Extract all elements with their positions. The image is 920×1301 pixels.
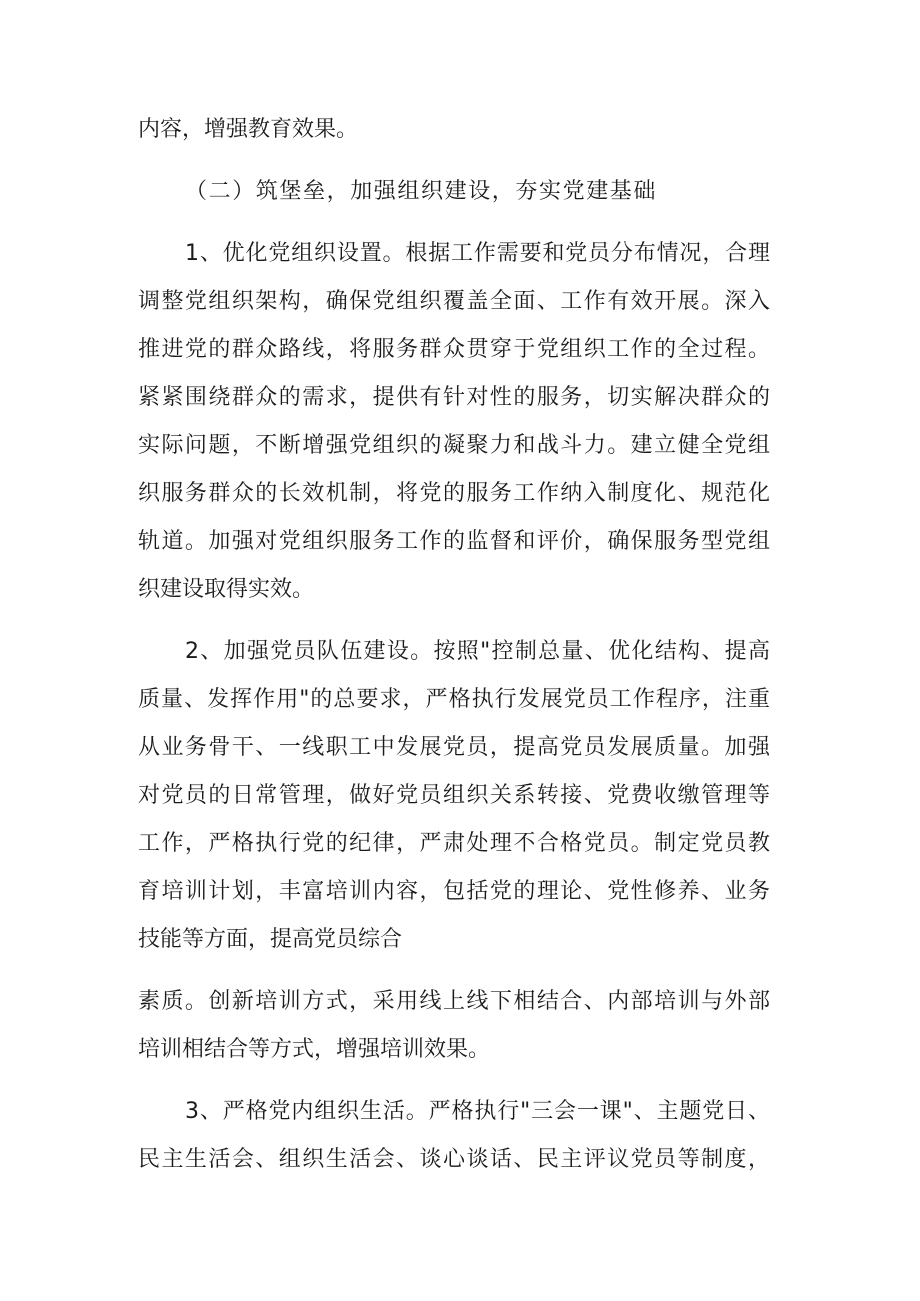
text-line: 对党员的日常管理，做好党员组织关系转接、党费收缴管理等 (138, 783, 770, 808)
text-line: 内容，增强教育效果。 (138, 117, 359, 142)
paragraph-item-1 (138, 230, 770, 614)
text-line: 推进党的群众路线，将服务群众贯穿于党组织工作的全过程。 (138, 337, 770, 362)
text-line: 3、严格党内组织生活。严格执行"三会一课"、主题党日、 (185, 1099, 770, 1124)
text-line: 实际问题，不断增强党组织的凝聚力和战斗力。建立健全党组 (138, 433, 770, 458)
paragraph-item-2 (138, 628, 770, 964)
text-line: 工作，严格执行党的纪律，严肃处理不合格党员。制定党员教 (138, 831, 770, 856)
section-heading (138, 168, 770, 216)
paragraph-continuation (138, 978, 770, 1074)
text-line: 民主生活会、组织生活会、谈心谈话、民主评议党员等制度， (138, 1147, 770, 1172)
text-line: 培训相结合等方式，增强培训效果。 (138, 1037, 491, 1062)
section-heading-text: （二）筑堡垒，加强组织建设，夯实党建基础 (185, 179, 658, 204)
text-line: 调整党组织架构，确保党组织覆盖全面、工作有效开展。深入 (138, 289, 770, 314)
text-line: 技能等方面，提高党员综合 (138, 927, 403, 952)
text-line: 1、优化党组织设置。根据工作需要和党员分布情况，合理 (185, 241, 770, 266)
text-line: 素质。创新培训方式，采用线上线下相结合、内部培训与外部 (138, 989, 770, 1014)
text-line: 织服务群众的长效机制，将党的服务工作纳入制度化、规范化 (138, 481, 770, 506)
paragraph-item-3 (138, 1088, 770, 1184)
text-line: 紧紧围绕群众的需求，提供有针对性的服务，切实解决群众的 (138, 385, 770, 410)
text-line: 从业务骨干、一线职工中发展党员，提高党员发展质量。加强 (138, 735, 770, 760)
text-line: 轨道。加强对党组织服务工作的监督和评价，确保服务型党组 (138, 529, 770, 554)
text-line: 织建设取得实效。 (138, 577, 315, 602)
text-line: 2、加强党员队伍建设。按照"控制总量、优化结构、提高 (185, 639, 770, 664)
paragraph-continuation (138, 106, 770, 154)
text-line: 质量、发挥作用"的总要求，严格执行发展党员工作程序，注重 (138, 687, 770, 712)
text-line: 育培训计划，丰富培训内容，包括党的理论、党性修养、业务 (138, 879, 770, 904)
